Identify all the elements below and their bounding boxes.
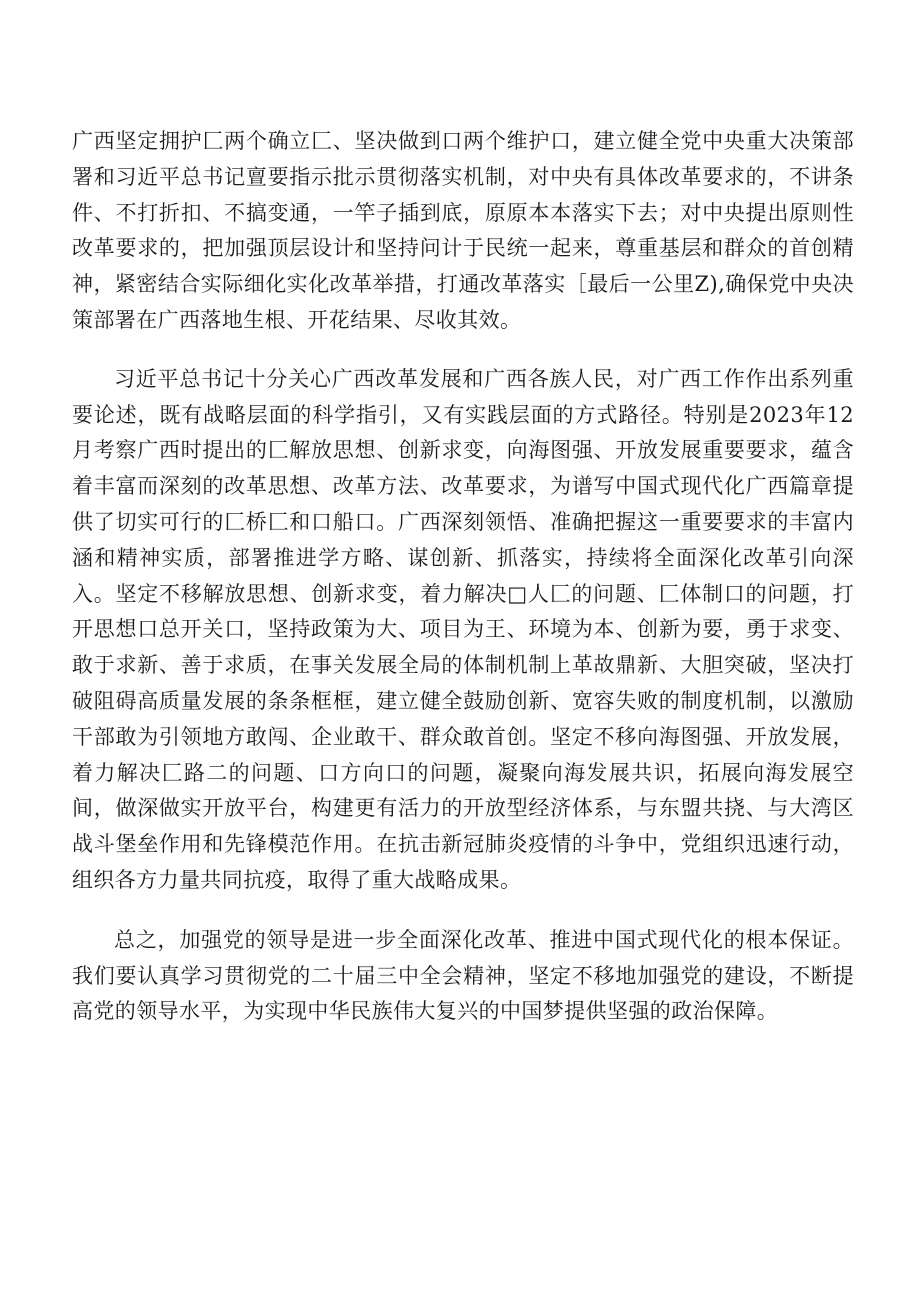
paragraph-3: 总之，加强党的领导是进一步全面深化改革、推进中国式现代化的根本保证。我们要认真学习贯彻党的二十届三中全会精神，坚定不移地加强党的建设，不断提高党的领导水平，为实现中华民族伟大复兴的中国梦提供坚强的政治保障。 xyxy=(72,927,854,1024)
paragraph-2: 习近平总书记十分关心广西改革发展和广西各族人民，对广西工作作出系列重要论述，既有战略层面的科学指引，又有实践层面的方式路径。特别是2023年12月考察广西时提出的匚解放思想、创新求变，向海图强、开放发展重要要求，蕴含着丰富而深刻的改革思想、改革方法、改革要求，为谱写中国式现代化广西篇章提供了切实可行的匚桥匚和口船口。广西深刻领悟、准确把握这一重要要求的丰富内涵和精神实质，部署推进学方略、谋创新、抓落实，持续将全面深化改革引向深入。坚定不移解放思想、创新求变，着力解决□人匚的问题、匚体制口的问题，打开思想口总开关口，坚持政策为大、项目为王、环境为本、创新为要，勇于求变、敢于求新、善于求质，在事关发展全局的体制机制上革故鼎新、大胆突破，坚决打破阻碍高质量发展的条条框框，建立健全鼓励创新、宽容失败的制度机制，以激励干部敢为引领地方敢闯、企业敢干、群众敢首创。坚定不移向海图强、开放发展，着力解决匚路二的问题、口方向口的问题，凝聚向海发展共识，拓展向海发展空间，做深做实开放平台，构建更有活力的开放型经济体系，与东盟共挠、与大湾区战斗堡垒作用和先锋模范作用。在抗击新冠肺炎疫情的斗争中，党组织迅速行动，组织各方力量共同抗疫，取得了重大战略成果。 xyxy=(72,366,854,892)
document-body xyxy=(72,124,854,1030)
paragraph-1: 广西坚定拥护匚两个确立匚、坚决做到口两个维护口，建立健全党中央重大决策部署和习近平总书记亶要指示批示贯彻落实机制，对中央有具体改革要求的，不讲条件、不打折扣、不搞变通，一竿子插到底，原原本本落实下去；对中央提出原则性改革要求的，把加强顶层设计和坚持问计于民统一起来，尊重基层和群众的首创精神，紧密结合实际细化实化改革举措，打通改革落实［最后一公里Z),确保党中央决策部署在广西落地生根、开花结果、尽收其效。 xyxy=(72,129,854,332)
